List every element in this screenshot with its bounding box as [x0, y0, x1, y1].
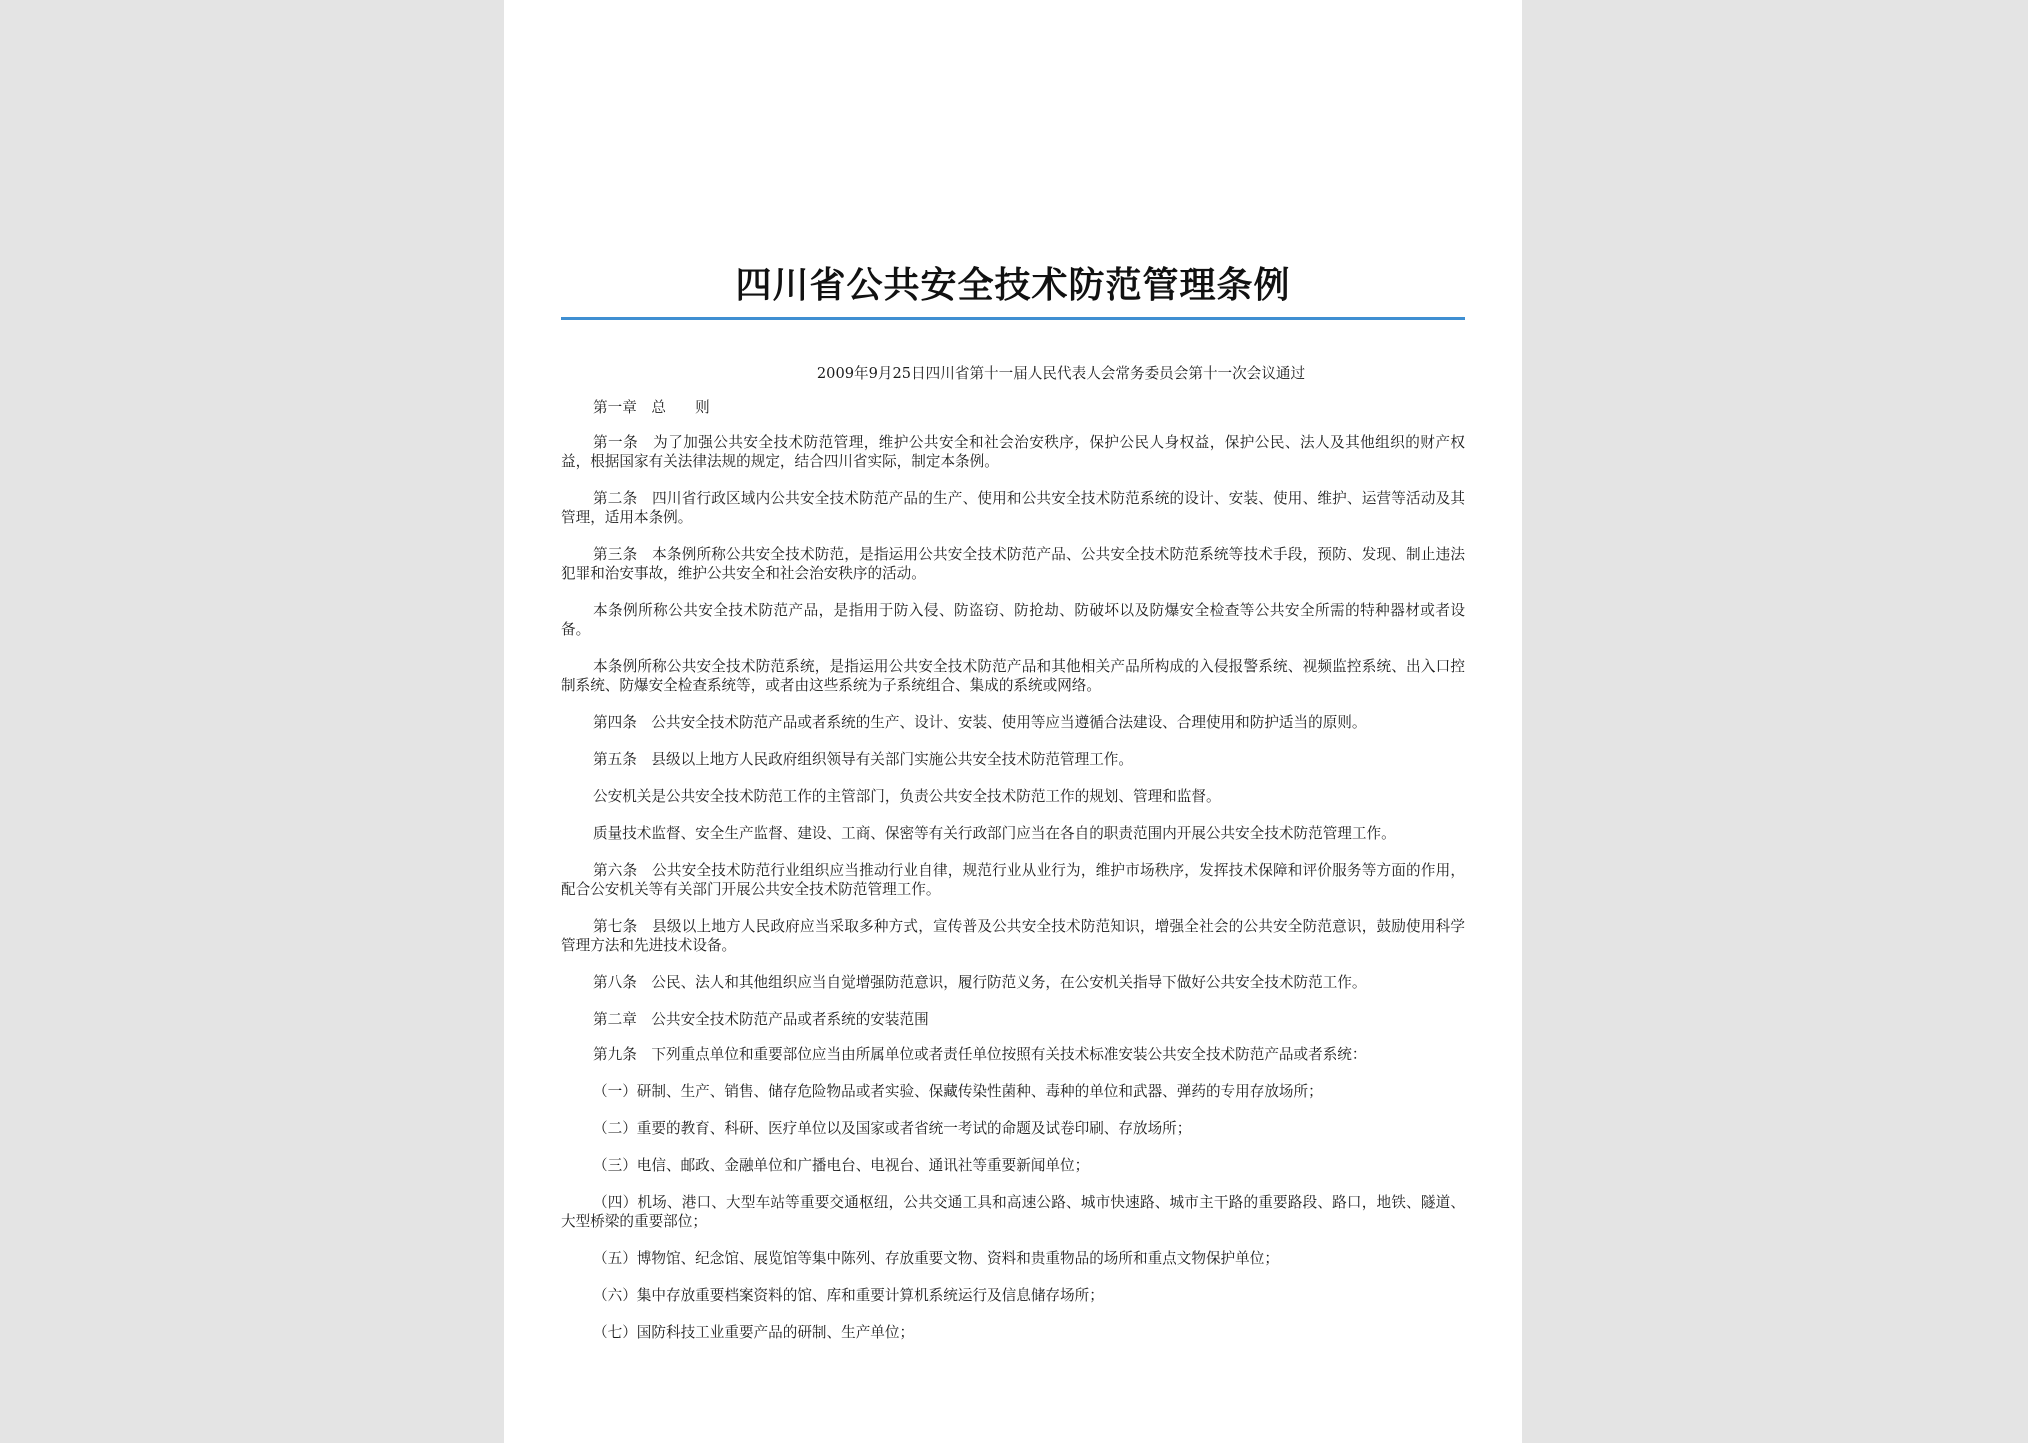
article-9-item-4: （四）机场、港口、大型车站等重要交通枢纽，公共交通工具和高速公路、城市快速路、城市主干路的重要路段、路口，地铁、隧道、大型桥梁的重要部位； [561, 1194, 1465, 1230]
article-6: 第六条 公共安全技术防范行业组织应当推动行业自律，规范行业从业行为，维护市场秩序，发挥技术保障和评价服务等方面的作用，配合公安机关等有关部门开展公共安全技术防范管理工作。 [561, 862, 1465, 898]
document-page [504, 0, 1522, 1443]
article-5-paragraph-2: 公安机关是公共安全技术防范工作的主管部门，负责公共安全技术防范工作的规划、管理和监督。 [593, 788, 1221, 805]
article-2: 第二条 四川省行政区域内公共安全技术防范产品的生产、使用和公共安全技术防范系统的设计、安装、使用、维护、运营等活动及其管理，适用本条例。 [561, 490, 1465, 526]
article-9-item-5: （五）博物馆、纪念馆、展览馆等集中陈列、存放重要文物、资料和贵重物品的场所和重点文物保护单位； [593, 1250, 1279, 1267]
article-3-paragraph-2: 本条例所称公共安全技术防范产品，是指用于防入侵、防盗窃、防抢劫、防破坏以及防爆安全检查等公共安全所需的特种器材或者设备。 [561, 602, 1465, 638]
article-9-item-6: （六）集中存放重要档案资料的馆、库和重要计算机系统运行及信息储存场所； [593, 1287, 1104, 1304]
adoption-note: 2009年9月25日四川省第十一届人民代表人会常务委员会第十一次会议通过 [816, 365, 1306, 382]
article-5: 第五条 县级以上地方人民政府组织领导有关部门实施公共安全技术防范管理工作。 [593, 751, 1133, 768]
article-5-paragraph-3: 质量技术监督、安全生产监督、建设、工商、保密等有关行政部门应当在各自的职责范围内开展公共安全技术防范管理工作。 [593, 825, 1396, 842]
document-body [561, 364, 1465, 1360]
article-9-item-3: （三）电信、邮政、金融单位和广播电台、电视台、通讯社等重要新闻单位； [593, 1157, 1090, 1174]
article-4: 第四条 公共安全技术防范产品或者系统的生产、设计、安装、使用等应当遵循合法建设、合理使用和防护适当的原则。 [593, 714, 1367, 731]
article-9-item-2: （二）重要的教育、科研、医疗单位以及国家或者省统一考试的命题及试卷印刷、存放场所； [593, 1120, 1192, 1137]
article-9: 第九条 下列重点单位和重要部位应当由所属单位或者责任单位按照有关技术标准安装公共安全技术防范产品或者系统： [593, 1046, 1367, 1063]
article-1: 第一条 为了加强公共安全技术防范管理，维护公共安全和社会治安秩序，保护公民人身权益，保护公民、法人及其他组织的财产权益，根据国家有关法律法规的规定，结合四川省实际，制定本条例。 [561, 434, 1465, 470]
article-7: 第七条 县级以上地方人民政府应当采取多种方式，宣传普及公共安全技术防范知识，增强全社会的公共安全防范意识，鼓励使用科学管理方法和先进技术设备。 [561, 918, 1465, 954]
article-9-item-7: （七）国防科技工业重要产品的研制、生产单位； [593, 1324, 915, 1341]
document-title: 四川省公共安全技术防范管理条例 [735, 265, 1291, 306]
chapter-heading-1: 第一章 总 则 [593, 399, 710, 416]
article-8: 第八条 公民、法人和其他组织应当自觉增强防范意识，履行防范义务，在公安机关指导下做好公共安全技术防范工作。 [593, 974, 1367, 991]
title-underline [561, 317, 1465, 320]
article-3: 第三条 本条例所称公共安全技术防范，是指运用公共安全技术防范产品、公共安全技术防范系统等技术手段，预防、发现、制止违法犯罪和治安事故，维护公共安全和社会治安秩序的活动。 [561, 546, 1465, 582]
article-3-paragraph-3: 本条例所称公共安全技术防范系统，是指运用公共安全技术防范产品和其他相关产品所构成的入侵报警系统、视频监控系统、出入口控制系统、防爆安全检查系统等，或者由这些系统为子系统组合、集成的系统或网络。 [561, 658, 1465, 694]
article-9-item-1: （一）研制、生产、销售、储存危险物品或者实验、保藏传染性菌种、毒种的单位和武器、弹药的专用存放场所； [593, 1083, 1323, 1100]
chapter-heading-2: 第二章 公共安全技术防范产品或者系统的安装范围 [593, 1011, 929, 1028]
